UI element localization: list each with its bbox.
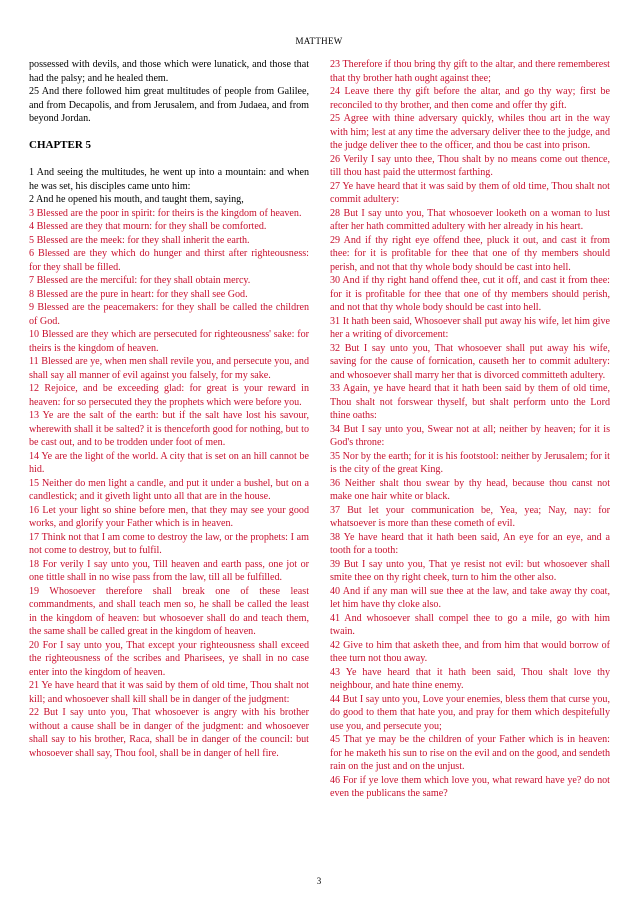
verse-5-33: 33 Again, ye have heard that it hath been said by them of old time, Thou shalt not forswear thyself, but shalt perform unto the Lord thine oaths: bbox=[330, 383, 610, 421]
verse-5-37: 37 But let your communication be, Yea, yea; Nay, nay: for whatsoever is more than these cometh of evil. bbox=[330, 504, 610, 529]
verse-5-31: 31 It hath been said, Whosoever shall put away his wife, let him give her a writing of divorcement: bbox=[330, 315, 610, 340]
verse-5-14: 14 Ye are the light of the world. A city that is set on an hill cannot be hid. bbox=[29, 450, 309, 475]
verse-5-17: 17 Think not that I am come to destroy the law, or the prophets: I am not come to destroy, but to fulfil. bbox=[29, 531, 309, 556]
verse-5-8: 8 Blessed are the pure in heart: for they shall see God. bbox=[29, 288, 248, 300]
verse-5-4: 4 Blessed are they that mourn: for they shall be comforted. bbox=[29, 221, 267, 232]
verse-5-7: 7 Blessed are the merciful: for they shall obtain mercy. bbox=[29, 275, 251, 286]
verse-5-20: 20 For I say unto you, That except your righteousness shall exceed the righteousness of the scribes and Pharisees, ye shall in no case enter into the kingdom of heaven. bbox=[29, 639, 309, 678]
verse-5-5: 5 Blessed are the meek: for they shall inherit the earth. bbox=[29, 234, 250, 246]
verse-5-1: 1 And seeing the multitudes, he went up into a mountain: and when he was set, his disciples came unto him: bbox=[29, 167, 309, 192]
verse-5-16: 16 Let your light so shine before men, that they may see your good works, and glorify your Father which is in heaven. bbox=[29, 504, 309, 529]
page-header-title: MATTHEW bbox=[295, 36, 343, 46]
verse-5-34: 34 But I say unto you, Swear not at all; neither by heaven; for it is God's throne: bbox=[330, 423, 610, 448]
verse-5-23: 23 Therefore if thou bring thy gift to the altar, and there rememberest that thy brother hath ought against thee; bbox=[330, 59, 610, 84]
verse-5-41: 41 And whosoever shall compel thee to go a mile, go with him twain. bbox=[330, 612, 610, 637]
verse-5-35: 35 Nor by the earth; for it is his footstool: neither by Jerusalem; for it is the city of the great King. bbox=[330, 450, 610, 475]
spacer bbox=[29, 153, 309, 167]
verse-5-19: 19 Whosoever therefore shall break one of these least commandments, and shall teach men so, he shall be called the least in the kingdom of heaven: but whosoever shall do and teach them, the same shall be called great in the kingdom of heaven. bbox=[29, 585, 309, 637]
verse-5-43: 43 Ye have heard that it hath been said, Thou shalt love thy neighbour, and hate thine enemy. bbox=[330, 666, 610, 691]
verse-5-44: 44 But I say unto you, Love your enemies, bless them that curse you, do good to them that hate you, and pray for them which despitefully use you, and persecute you; bbox=[330, 693, 610, 732]
verse-5-6: 6 Blessed are they which do hunger and thirst after righteousness: for they shall be filled. bbox=[29, 248, 309, 273]
verse-5-45: 45 That ye may be the children of your Father which is in heaven: for he maketh his sun to rise on the evil and on the good, and sendeth rain on the just and on the unjust. bbox=[330, 734, 610, 772]
verse-5-11: 11 Blessed are ye, when men shall revile you, and persecute you, and shall say all manner of evil against you falsely, for my sake. bbox=[29, 356, 309, 381]
left-text-column bbox=[29, 58, 309, 760]
verse-5-27: 27 Ye have heard that it was said by them of old time, Thou shalt not commit adultery: bbox=[330, 180, 610, 205]
spacer bbox=[29, 126, 309, 140]
verse-5-18: 18 For verily I say unto you, Till heaven and earth pass, one jot or one tittle shall in no wise pass from the law, till all be fulfilled. bbox=[29, 558, 309, 583]
verse-5-39: 39 But I say unto you, That ye resist not evil: but whosoever shall smite thee on thy right cheek, turn to him the other also. bbox=[330, 558, 610, 583]
verse-5-26: 26 Verily I say unto thee, Thou shalt by no means come out thence, till thou hast paid the uttermost farthing. bbox=[330, 153, 610, 178]
verse-5-28: 28 But I say unto you, That whosoever looketh on a woman to lust after her hath committed adultery with her already in his heart. bbox=[330, 207, 610, 232]
verse-5-15: 15 Neither do men light a candle, and put it under a bushel, but on a candlestick; and it giveth light unto all that are in the house. bbox=[29, 477, 309, 502]
verse-5-32: 32 But I say unto you, That whosoever shall put away his wife, saving for the cause of fornication, causeth her to commit adultery: and whosoever shall marry her that is divorced committeth adultery. bbox=[330, 342, 610, 381]
verse-5-2: 2 And he opened his mouth, and taught them, saying, bbox=[29, 194, 244, 205]
verse-4-25: 25 And there followed him great multitudes of people from Galilee, and from Decapolis, and from Jerusalem, and from Judaea, and from beyond Jordan. bbox=[29, 86, 309, 124]
verse-5-10: 10 Blessed are they which are persecuted for righteousness' sake: for theirs is the kingdom of heaven. bbox=[29, 329, 309, 354]
verse-5-25: 25 Agree with thine adversary quickly, whiles thou art in the way with him; lest at any time the adversary deliver thee to the judge, and the judge deliver thee to the officer, and thou be cast into prison. bbox=[330, 113, 610, 151]
verse-intro-1: possessed with devils, and those which were lunatick, and those that had the palsy; and he healed them. bbox=[29, 59, 309, 84]
verse-5-24: 24 Leave there thy gift before the altar, and go thy way; first be reconciled to thy brother, and then come and offer thy gift. bbox=[330, 86, 610, 111]
verse-5-38: 38 Ye have heard that it hath been said, An eye for an eye, and a tooth for a tooth: bbox=[330, 531, 610, 556]
verse-5-36: 36 Neither shalt thou swear by thy head, because thou canst not make one hair white or black. bbox=[330, 477, 610, 502]
right-text-column bbox=[330, 58, 610, 801]
verse-5-9: 9 Blessed are the peacemakers: for they shall be called the children of God. bbox=[29, 302, 309, 327]
verse-5-30: 30 And if thy right hand offend thee, cut it off, and cast it from thee: for it is profitable for thee that one of thy members should perish, and not that thy whole body should be cast into hell. bbox=[330, 275, 610, 313]
verse-5-13: 13 Ye are the salt of the earth: but if the salt have lost his savour, wherewith shall it be salted? it is thenceforth good for nothing, but to be cast out, and to be trodden under foot of men. bbox=[29, 410, 309, 448]
verse-5-21: 21 Ye have heard that it was said by them of old time, Thou shalt not kill; and whosoever shall kill shall be in danger of the judgment: bbox=[29, 680, 309, 705]
verse-5-3: 3 Blessed are the poor in spirit: for theirs is the kingdom of heaven. bbox=[29, 207, 302, 219]
verse-5-46: 46 For if ye love them which love you, what reward have ye? do not even the publicans the same? bbox=[330, 774, 610, 799]
verse-5-12: 12 Rejoice, and be exceeding glad: for great is your reward in heaven: for so persecuted they the prophets which were before you. bbox=[29, 383, 309, 408]
verse-5-29: 29 And if thy right eye offend thee, pluck it out, and cast it from thee: for it is profitable for thee that one of thy members should perish, and not that thy whole body should be cast into hell. bbox=[330, 234, 610, 273]
verse-5-42: 42 Give to him that asketh thee, and from him that would borrow of thee turn not thou away. bbox=[330, 639, 610, 664]
verse-5-22: 22 But I say unto you, That whosoever is angry with his brother without a cause shall be in danger of the judgment: and whosoever shall say to his brother, Raca, shall be in danger of the council: but whosoever shall say, Thou fool, shall be in danger of hell fire. bbox=[29, 707, 309, 759]
verse-5-40: 40 And if any man will sue thee at the law, and take away thy coat, let him have thy cloke also. bbox=[330, 585, 610, 610]
page-number: 3 bbox=[316, 876, 322, 886]
chapter-heading: CHAPTER 5 bbox=[29, 139, 92, 151]
